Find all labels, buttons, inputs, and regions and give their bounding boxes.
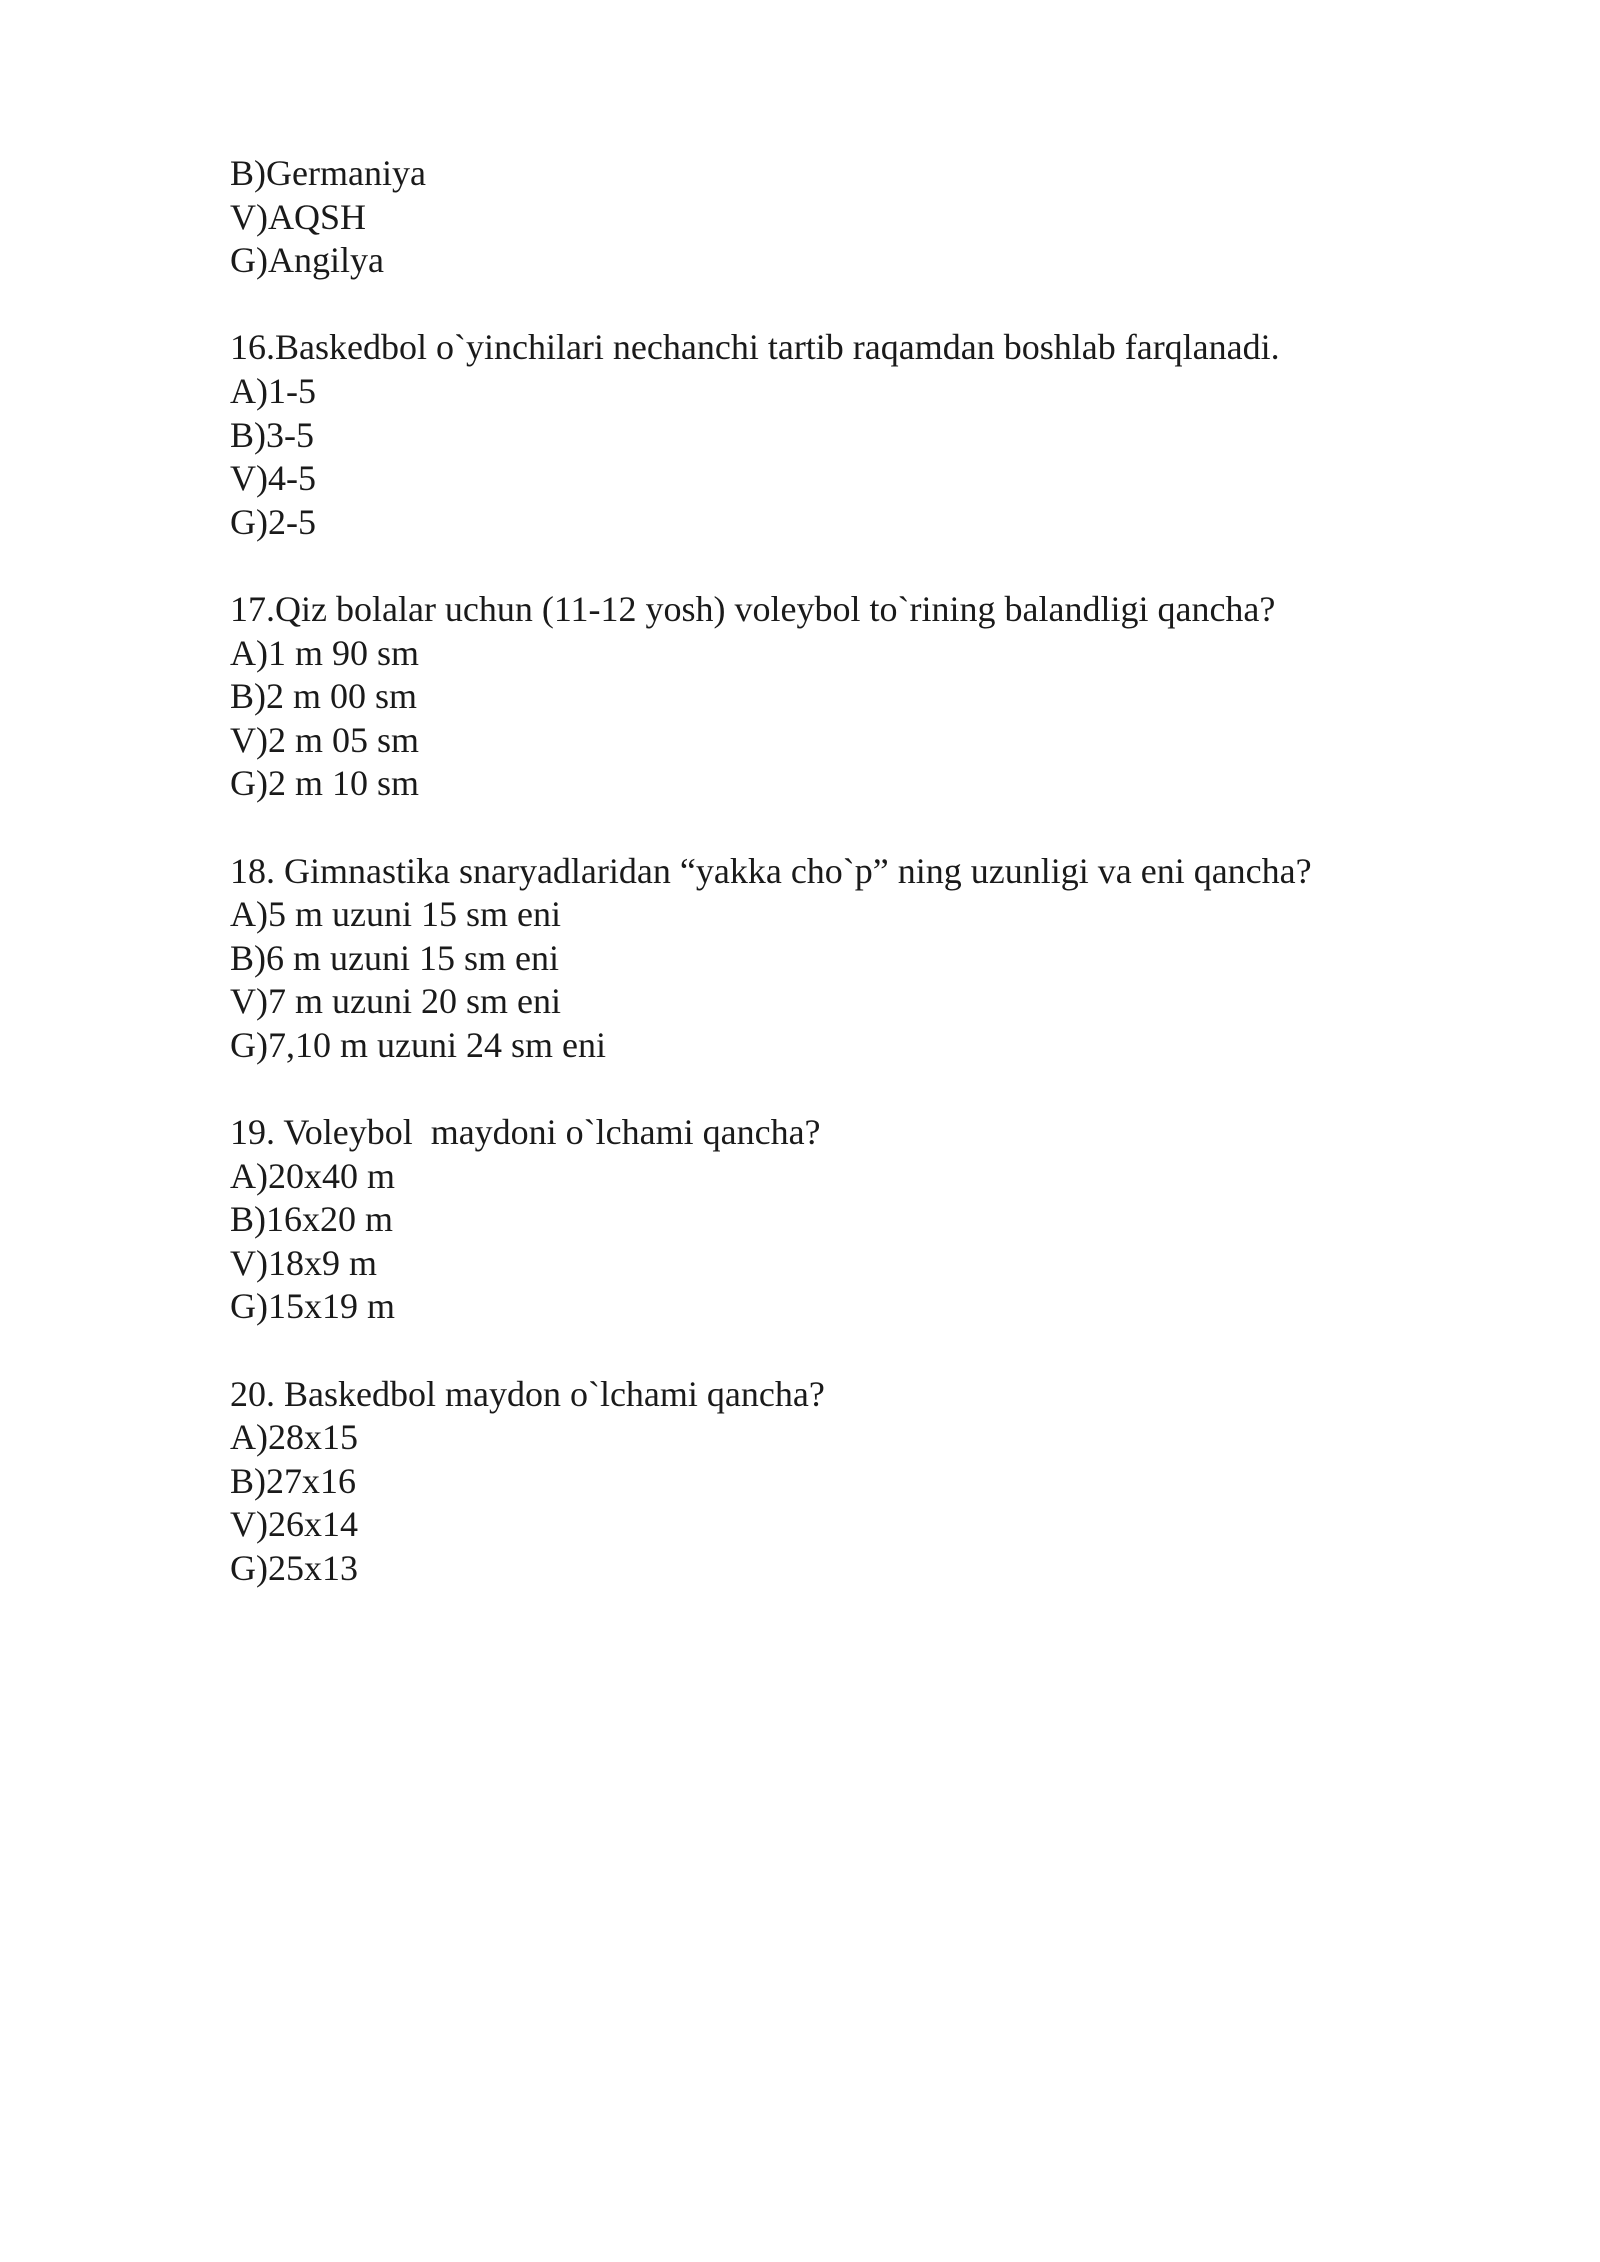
question-text: 19. Voleybol maydoni o`lchami qancha? <box>230 1112 821 1153</box>
question-17 <box>230 588 1450 806</box>
option-a: A)20x40 m <box>230 1155 395 1196</box>
question-text: 17.Qiz bolalar uchun (11-12 yosh) voleybol to`rining balandligi qancha? <box>230 588 1276 629</box>
option-b: B)3-5 <box>230 414 314 455</box>
option-a: A)28x15 <box>230 1417 358 1458</box>
question-16 <box>230 326 1450 544</box>
option-g: G)7,10 m uzuni 24 sm eni <box>230 1024 606 1065</box>
option-g: G)25x13 <box>230 1548 358 1588</box>
option-b: B)6 m uzuni 15 sm eni <box>230 937 559 978</box>
option-a: A)1 m 90 sm <box>230 632 419 673</box>
option-b: B)16x20 m <box>230 1199 394 1240</box>
option-v: V)AQSH <box>230 196 367 237</box>
question-15-continued-options <box>230 152 1450 283</box>
option-v: V)7 m uzuni 20 sm eni <box>230 981 561 1022</box>
document-content <box>230 152 1450 1591</box>
option-b: B)2 m 00 sm <box>230 676 418 717</box>
option-a: A)1-5 <box>230 370 316 411</box>
question-20 <box>230 1373 1450 1591</box>
option-a: A)5 m uzuni 15 sm eni <box>230 894 561 935</box>
option-v: V)18x9 m <box>230 1242 377 1283</box>
option-v: V)26x14 <box>230 1504 358 1545</box>
option-g: G)15x19 m <box>230 1286 395 1327</box>
question-18 <box>230 850 1450 1068</box>
option-b: B)27x16 <box>230 1460 356 1501</box>
option-b: B)Germaniya <box>230 153 426 193</box>
question-19 <box>230 1111 1450 1329</box>
option-v: V)2 m 05 sm <box>230 719 419 760</box>
option-v: V)4-5 <box>230 458 316 499</box>
option-g: G)2-5 <box>230 501 316 542</box>
question-text: 18. Gimnastika snaryadlaridan “yakka cho`p” ning uzunligi va eni qancha? <box>230 850 1312 891</box>
question-text: 20. Baskedbol maydon o`lchami qancha? <box>230 1373 825 1414</box>
option-g: G)Angilya <box>230 240 384 281</box>
option-g: G)2 m 10 sm <box>230 763 419 804</box>
question-text: 16.Baskedbol o`yinchilari nechanchi tartib raqamdan boshlab farqlanadi. <box>230 327 1280 368</box>
